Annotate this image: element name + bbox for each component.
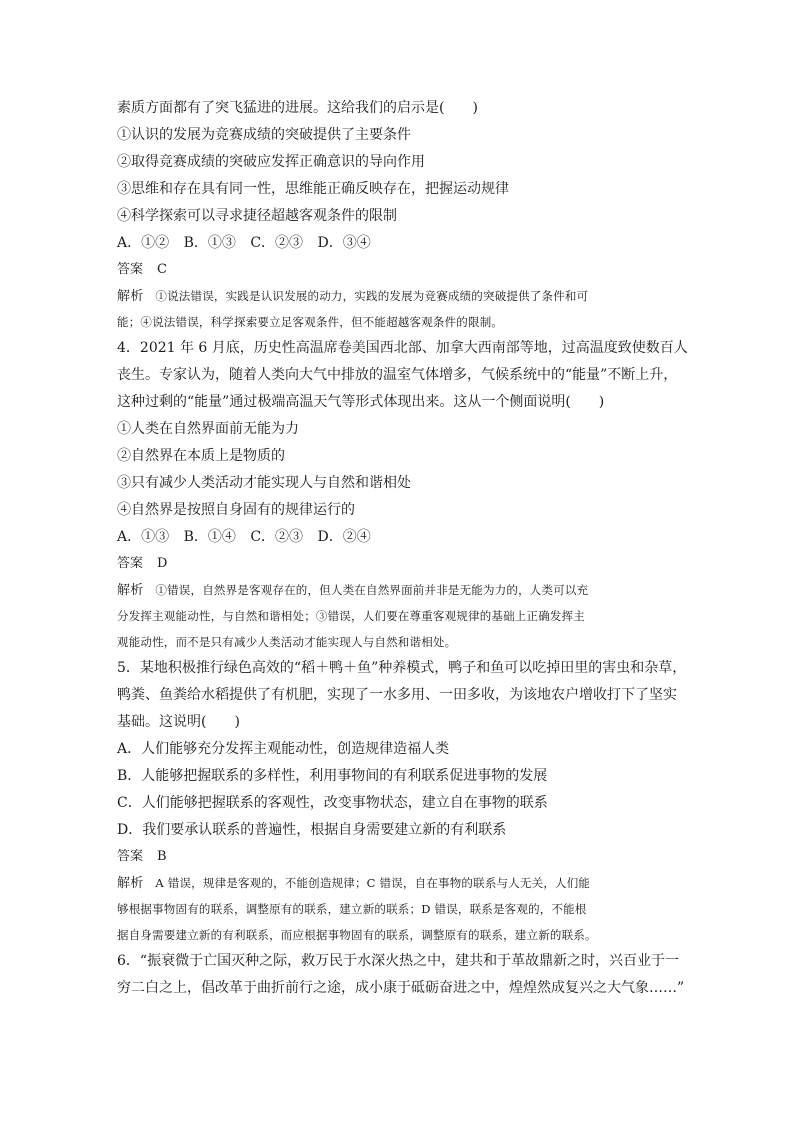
q4-options bbox=[117, 524, 683, 551]
q3-answer bbox=[117, 257, 683, 283]
q5-stem-line-1: 5．某地积极推行绿色高效的“稻＋鸭＋鱼”种养模式，鸭子和鱼可以吃掉田里的害虫和杂草， bbox=[117, 660, 687, 676]
q5-answer-value: B bbox=[157, 849, 167, 864]
q6-stem-line-2: 穷二白之上，倡改革于曲折前行之途，成小康于砥砺奋进之中，煌煌然成复兴之大气象……” bbox=[117, 980, 685, 996]
q5-choice-d: D．我们要承认联系的普遍性，根据自身需要建立新的有利联系 bbox=[117, 822, 507, 838]
q4-item-4: ④自然界是按照自身固有的规律运行的 bbox=[117, 502, 355, 518]
q4-analysis-text-1: ①错误，自然界是客观存在的，但人类在自然界面前并非是无能为力的，人类可以充 bbox=[155, 583, 589, 597]
q3-analysis-line-1 bbox=[117, 283, 683, 309]
q4-option-a: A．①③ bbox=[117, 529, 170, 545]
q3-item-1: ①认识的发展为竞赛成绩的突破提供了主要条件 bbox=[117, 127, 411, 143]
q5-choice-c: C．人们能够把握联系的客观性，改变事物状态，建立自在事物的联系 bbox=[117, 795, 548, 811]
q4-answer-value: D bbox=[157, 556, 168, 571]
q3-option-d: D．③④ bbox=[317, 235, 371, 251]
q3-option-a: A．①② bbox=[117, 235, 170, 251]
q5-answer bbox=[117, 844, 683, 870]
q4-stem-line-2: 丧生。专家认为，随着人类向大气中排放的温室气体增多，气候系统中的“能量”不断上升， bbox=[117, 367, 678, 383]
q5-analysis-line-3: 据自身需要建立新的有利联系，而应根据事物固有的联系，调整原有的联系，建立新的联系。 bbox=[117, 928, 597, 942]
q3-answer-value: C bbox=[157, 262, 167, 277]
q5-analysis-label: 解析 bbox=[117, 876, 144, 891]
q5-stem-line-2: 鸭粪、鱼粪给水稻提供了有机肥，实现了一水多用、一田多收，为该地农户增收打下了坚实 bbox=[117, 687, 677, 703]
q5-choice-a: A．人们能够充分发挥主观能动性，创造规律造福人类 bbox=[117, 741, 450, 757]
q3-answer-label: 答案 bbox=[117, 262, 144, 277]
q3-item-2: ②取得竞赛成绩的突破应发挥正确意识的导向作用 bbox=[117, 154, 425, 170]
q5-analysis-line-2: 够根据事物固有的联系，调整原有的联系，建立新的联系；D 错误，联系是客观的，不能根 bbox=[117, 902, 587, 916]
q5-choice-b: B．人能够把握联系的多样性，利用事物间的有利联系促进事物的发展 bbox=[117, 768, 548, 784]
q4-option-d: D．②④ bbox=[317, 529, 371, 545]
q3-analysis-label: 解析 bbox=[117, 289, 144, 304]
q4-option-c: C．②③ bbox=[250, 529, 304, 545]
q3-option-c: C．②③ bbox=[250, 235, 304, 251]
q3-stem-continuation: 素质方面都有了突飞猛进的进展。这给我们的启示是( ) bbox=[117, 100, 478, 116]
q4-stem-line-1: 4．2021 年 6 月底，历史性高温席卷美国西北部、加拿大西南部等地，过高温度致使数百人 bbox=[117, 340, 688, 356]
q3-option-b: B．①③ bbox=[183, 235, 236, 251]
document-page bbox=[117, 95, 688, 1002]
q4-stem-line-3: 这种过剩的“能量”通过极端高温天气等形式体现出来。这从一个侧面说明( ) bbox=[117, 394, 605, 410]
q4-answer-label: 答案 bbox=[117, 556, 144, 571]
q6-stem-line-1: 6．“振衰微于亡国灭种之际，救万民于水深火热之中，建共和于革故鼎新之时，兴百业于一 bbox=[117, 953, 680, 969]
q4-item-1: ①人类在自然界面前无能为力 bbox=[117, 421, 299, 437]
q4-item-3: ③只有减少人类活动才能实现人与自然和谐相处 bbox=[117, 475, 411, 491]
q5-analysis-text-1: A 错误，规律是客观的，不能创造规律；C 错误，自在事物的联系与人无关，人们能 bbox=[155, 876, 591, 890]
q4-answer bbox=[117, 551, 683, 577]
q4-item-2: ②自然界在本质上是物质的 bbox=[117, 448, 285, 464]
q4-option-b: B．①④ bbox=[183, 529, 236, 545]
q4-analysis-line-2: 分发挥主观能动性，与自然和谐相处；③错误，人们要在尊重客观规律的基础上正确发挥主 bbox=[117, 609, 585, 623]
q5-answer-label: 答案 bbox=[117, 849, 144, 864]
q3-analysis-line-2: 能；④说法错误，科学探索要立足客观条件，但不能超越客观条件的限制。 bbox=[117, 315, 504, 329]
q3-analysis-text-1: ①说法错误，实践是认识发展的动力，实践的发展为竞赛成绩的突破提供了条件和可 bbox=[155, 289, 589, 303]
q4-analysis-label: 解析 bbox=[117, 583, 144, 598]
q5-stem-line-3: 基础。这说明( ) bbox=[117, 714, 240, 730]
q4-analysis-line-3: 观能动性，而不是只有减少人类活动才能实现人与自然和谐相处。 bbox=[117, 635, 457, 649]
q3-item-3: ③思维和存在具有同一性，思维能正确反映存在，把握运动规律 bbox=[117, 181, 509, 197]
q3-options bbox=[117, 230, 683, 257]
q3-item-4: ④科学探索可以寻求捷径超越客观条件的限制 bbox=[117, 208, 397, 224]
q4-analysis-line-1 bbox=[117, 577, 683, 603]
q5-analysis-line-1 bbox=[117, 870, 683, 896]
